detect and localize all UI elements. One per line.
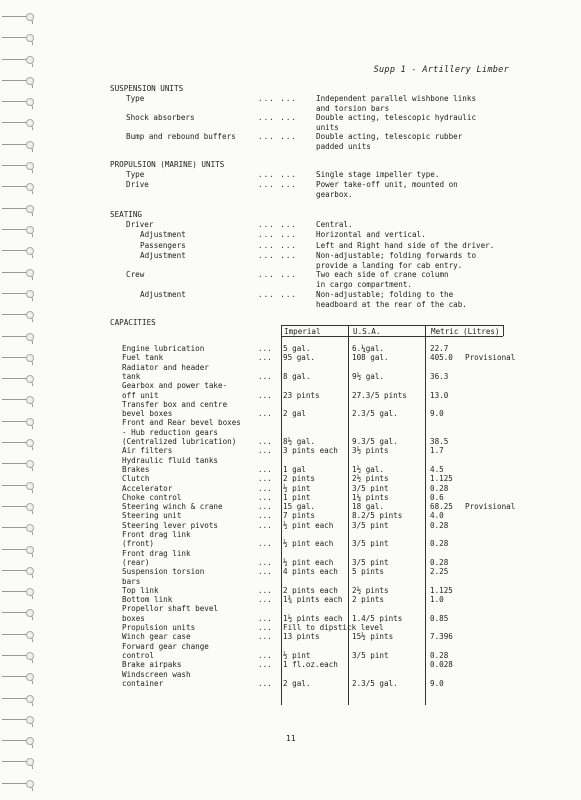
capacity-usa: 2.3/5 gal. (352, 678, 398, 688)
capacity-item: (front) (122, 539, 155, 549)
binding-ring (2, 698, 36, 706)
leader-dots: ... (258, 502, 272, 512)
capacity-item: - Hub reduction gears (122, 427, 219, 437)
binding-ring (2, 208, 36, 216)
binding-ring (2, 676, 36, 684)
capacity-metric: 1.0 (430, 595, 444, 605)
leader-dots: ... (258, 632, 272, 642)
capacity-item: Fuel tank (122, 353, 164, 363)
capacity-item: Bottom link (122, 595, 173, 605)
capacity-imperial: 4 pints each (283, 567, 338, 577)
seating-value: Two each side of crane column (316, 270, 449, 279)
capacity-item: Steering winch & crane (122, 502, 223, 512)
capacity-item: boxes (122, 613, 145, 623)
leader-dots: ... (258, 464, 272, 474)
leader-dots: ... (258, 557, 272, 567)
suspension-value: and torsion bars (316, 103, 390, 113)
capacity-imperial: 2 pints each (283, 585, 338, 595)
binding-ring (2, 634, 36, 642)
leader-dots: ... (258, 567, 272, 577)
seating-value: headboard at the rear of the cab. (316, 299, 467, 309)
capacity-imperial: 5 gal. (283, 344, 311, 353)
capacity-imperial: ½ pint each (283, 557, 334, 567)
table-top-rule (281, 325, 503, 326)
capacity-metric: 38.5 (430, 437, 449, 446)
capacity-item: Choke control (122, 492, 182, 502)
capacity-usa: 1.4/5 pints (352, 613, 403, 623)
capacity-item: Forward gear change (122, 641, 209, 651)
capacity-imperial: 15 gal. (283, 502, 316, 512)
leader-dots: ... ... (258, 132, 298, 141)
capacity-imperial: ½ pint each (283, 520, 334, 530)
capacity-item: Gearbox and power take- (122, 381, 228, 391)
leader-dots: ... (258, 353, 272, 363)
capacity-usa: 3/5 pint (352, 650, 389, 660)
leader-dots: ... (258, 409, 272, 419)
capacity-imperial: 1 fl.oz.each (283, 660, 338, 670)
capacity-metric: 0.28 (430, 557, 449, 567)
capacity-metric: 68.25 (430, 502, 453, 512)
capacity-imperial: 8 gal. (283, 371, 311, 381)
capacity-item: Front drag link (122, 530, 191, 539)
propulsion-value: Power take-off unit, mounted on (316, 180, 458, 189)
capacity-imperial: 1¾ pints each (283, 595, 343, 605)
capacity-usa: 1½ gal. (352, 464, 385, 474)
suspension-label: Bump and rebound buffers (126, 132, 236, 141)
capacity-item: container (122, 678, 164, 688)
capacity-usa: 9.3/5 gal. (352, 437, 398, 446)
leader-dots: ... (258, 492, 272, 502)
binding-ring (2, 719, 36, 727)
capacity-imperial: 8½ gal. (283, 437, 316, 446)
capacity-item: (Centralized lubrication) (122, 437, 237, 446)
capacity-imperial: 95 gal. (283, 353, 316, 363)
propulsion-label: Type (126, 170, 145, 179)
binding-ring (2, 570, 36, 578)
capacity-imperial: 3 pints each (283, 446, 338, 456)
capacity-item: Winch gear case (122, 632, 191, 642)
capacity-imperial: 23 pints (283, 390, 320, 400)
suspension-value: Double acting, telescopic rubber (316, 132, 463, 141)
binding-ring (2, 549, 36, 557)
seating-value: in cargo compartment. (316, 279, 413, 289)
leader-dots: ... (258, 446, 272, 456)
seating-label: Driver (126, 220, 154, 229)
binding-rings (0, 0, 40, 800)
binding-ring (2, 272, 36, 280)
seating-value: Central. (316, 220, 353, 229)
binding-ring (2, 59, 36, 67)
capacity-note: Provisional (465, 502, 516, 512)
leader-dots: ... (258, 623, 272, 632)
capacity-metric: 0.28 (430, 520, 449, 530)
leader-dots: ... ... (258, 241, 298, 250)
leader-dots: ... (258, 437, 272, 446)
capacity-item: control (122, 650, 155, 660)
seating-value: Left and Right hand side of the driver. (316, 241, 495, 250)
leader-dots: ... ... (258, 230, 298, 239)
capacity-metric: 13.0 (430, 390, 449, 400)
leader-dots: ... (258, 660, 272, 670)
seating-label: Crew (126, 270, 145, 279)
binding-ring (2, 122, 36, 130)
leader-dots: ... (258, 613, 272, 623)
leader-dots: ... ... (258, 270, 298, 279)
capacity-item: Accelerator (122, 483, 173, 493)
capacity-metric: 4.5 (430, 464, 444, 474)
capacity-imperial: 1½ pints each (283, 613, 343, 623)
capacity-item: Suspension torsion (122, 567, 205, 577)
binding-ring (2, 37, 36, 45)
binding-ring (2, 442, 36, 450)
capacity-metric: 0.28 (430, 650, 449, 660)
capacity-usa: 3/5 pint (352, 483, 389, 493)
capacity-usa: 2.3/5 gal. (352, 409, 398, 419)
capacity-item: Front drag link (122, 548, 191, 558)
binding-ring (2, 591, 36, 599)
binding-ring (2, 186, 36, 194)
propulsion-value: gearbox. (316, 189, 353, 199)
capacity-usa: 15½ pints (352, 632, 394, 642)
column-header-imperial: Imperial (284, 327, 321, 336)
leader-dots: ... ... (258, 290, 298, 299)
leader-dots: ... (258, 595, 272, 605)
binding-ring (2, 506, 36, 514)
capacity-imperial: 1 pint (283, 492, 311, 502)
capacity-metric: 0.28 (430, 483, 449, 493)
binding-ring (2, 229, 36, 237)
leader-dots: ... (258, 539, 272, 549)
capacity-metric: 22.7 (430, 344, 449, 353)
capacity-usa: 108 gal. (352, 353, 389, 363)
seating-heading: SEATING (110, 210, 143, 219)
capacity-imperial: 2 pints (283, 474, 316, 484)
leader-dots: ... (258, 371, 272, 381)
capacity-imperial: 2 gal (283, 409, 306, 419)
leader-dots: ... ... (258, 94, 298, 103)
capacity-usa: 2½ pints (352, 474, 389, 484)
leader-dots: ... (258, 511, 272, 521)
capacity-note: Provisional (465, 353, 516, 363)
leader-dots: ... (258, 474, 272, 484)
binding-ring (2, 357, 36, 365)
capacity-metric: 2.25 (430, 567, 449, 577)
table-header-rule (281, 336, 503, 337)
capacity-imperial: ½ pint each (283, 539, 334, 549)
leader-dots: ... ... (258, 180, 298, 189)
capacity-item: bevel boxes (122, 409, 173, 419)
capacity-item: Steering unit (122, 511, 182, 521)
capacity-imperial: ½ pint (283, 650, 311, 660)
page-number: 11 (286, 734, 296, 743)
capacity-imperial: 2 gal. (283, 678, 311, 688)
suspension-value: units (316, 122, 339, 132)
leader-dots: ... ... (258, 251, 298, 260)
capacity-item: Clutch (122, 474, 150, 484)
binding-ring (2, 80, 36, 88)
capacity-usa: 2½ pints (352, 585, 389, 595)
column-header-usa: U.S.A. (353, 327, 381, 336)
seating-label: Adjustment (140, 290, 186, 299)
propulsion-value: Single stage impeller type. (316, 170, 440, 179)
propulsion-label: Drive (126, 180, 149, 189)
capacity-item: Air filters (122, 446, 173, 456)
table-column-rule (348, 325, 349, 705)
capacity-usa: 27.3/5 pints (352, 390, 407, 400)
leader-dots: ... ... (258, 220, 298, 229)
capacity-metric: 1.7 (430, 446, 444, 456)
binding-ring (2, 16, 36, 24)
seating-value: Non-adjustable; folding forwards to (316, 251, 477, 260)
capacity-metric: 0.85 (430, 613, 449, 623)
leader-dots: ... (258, 678, 272, 688)
capacity-imperial: ½ pint (283, 483, 311, 493)
capacity-metric: 36.3 (430, 371, 449, 381)
capacity-usa: 3/5 pint (352, 520, 389, 530)
binding-ring (2, 761, 36, 769)
capacity-item: Front and Rear bevel boxes (122, 418, 241, 428)
capacity-item: Propellor shaft bevel (122, 604, 219, 614)
capacity-usa: 6.¼gal. (352, 344, 385, 353)
leader-dots: ... (258, 520, 272, 530)
leader-dots: ... (258, 650, 272, 660)
capacity-item: Steering lever pivots (122, 520, 219, 530)
table-column-rule (425, 325, 426, 705)
capacity-metric: 1.125 (430, 474, 453, 484)
binding-ring (2, 783, 36, 791)
capacity-item: bars (122, 576, 141, 586)
binding-ring (2, 463, 36, 471)
binding-ring (2, 527, 36, 535)
capacities-heading: CAPACITIES (110, 318, 156, 327)
seating-label: Adjustment (140, 230, 186, 239)
binding-ring (2, 399, 36, 407)
capacity-usa: 9½ gal. (352, 371, 385, 381)
leader-dots: ... (258, 390, 272, 400)
leader-dots: ... (258, 344, 272, 353)
suspension-label: Shock absorbers (126, 113, 195, 122)
capacity-item: off unit (122, 390, 159, 400)
capacity-item: Radiator and header (122, 362, 209, 372)
binding-ring (2, 485, 36, 493)
suspension-value: padded units (316, 141, 371, 151)
page-header: Supp 1 - Artillery Limber (373, 65, 509, 75)
capacity-metric: 0.6 (430, 492, 444, 502)
leader-dots: ... ... (258, 170, 298, 179)
leader-dots: ... (258, 585, 272, 595)
table-column-rule (503, 325, 504, 336)
leader-dots: ... (258, 483, 272, 493)
capacity-usa: 3/5 pint (352, 539, 389, 549)
binding-ring (2, 740, 36, 748)
capacity-metric: 0.028 (430, 660, 453, 670)
capacity-usa: 1¼ pints (352, 492, 389, 502)
binding-ring (2, 165, 36, 173)
capacity-usa: 2 pints (352, 595, 385, 605)
capacity-imperial: 13 pints (283, 632, 320, 642)
binding-ring (2, 336, 36, 344)
suspension-label: Type (126, 94, 145, 103)
capacity-metric: 405.0 (430, 353, 453, 363)
column-header-metric: Metric (Litres) (431, 327, 500, 336)
capacity-imperial: 7 pints (283, 511, 316, 521)
capacity-item: (rear) (122, 557, 150, 567)
capacity-item: Brakes (122, 464, 150, 474)
leader-dots: ... ... (258, 113, 298, 122)
capacity-metric: 7.396 (430, 632, 453, 642)
capacity-item: tank (122, 371, 141, 381)
seating-label: Passengers (140, 241, 186, 250)
capacity-usa: 3/5 pint (352, 557, 389, 567)
table-column-rule (281, 325, 282, 705)
capacity-item: Windscreen wash (122, 669, 191, 679)
capacity-metric: 9.0 (430, 409, 444, 419)
binding-ring (2, 250, 36, 258)
capacity-usa: 18 gal. (352, 502, 385, 512)
suspension-heading: SUSPENSION UNITS (110, 84, 184, 93)
binding-ring (2, 101, 36, 109)
seating-label: Adjustment (140, 251, 186, 260)
capacity-item: Engine lubrication (122, 344, 205, 353)
binding-ring (2, 612, 36, 620)
capacity-item: Transfer box and centre (122, 399, 228, 409)
seating-value: provide a landing for cab entry. (316, 260, 463, 270)
seating-value: Horizontal and vertical. (316, 230, 426, 239)
binding-ring (2, 421, 36, 429)
binding-ring (2, 293, 36, 301)
capacity-metric: 4.0 (430, 511, 444, 521)
capacity-item: Top link (122, 585, 159, 595)
propulsion-heading: PROPULSION (MARINE) UNITS (110, 160, 225, 169)
capacity-metric: 0.28 (430, 539, 449, 549)
binding-ring (2, 314, 36, 322)
binding-ring (2, 655, 36, 663)
capacity-item: Propulsion units (122, 623, 196, 632)
binding-ring (2, 144, 36, 152)
capacity-usa: 3½ pints (352, 446, 389, 456)
binding-ring (2, 378, 36, 386)
capacity-metric: 1.125 (430, 585, 453, 595)
capacity-imperial: 1 gal (283, 464, 306, 474)
capacity-item: Brake airpaks (122, 660, 182, 670)
capacity-usa: 8.2/5 pints (352, 511, 403, 521)
suspension-value: Double acting, telescopic hydraulic (316, 113, 477, 122)
capacity-item: Hydraulic fluid tanks (122, 455, 219, 465)
capacity-imperial: Fill to dipstick level (283, 623, 384, 632)
capacity-usa: 5 pints (352, 567, 385, 577)
capacity-metric: 9.0 (430, 678, 444, 688)
seating-value: Non-adjustable; folding to the (316, 290, 454, 299)
suspension-value: Independent parallel wishbone links (316, 94, 477, 103)
